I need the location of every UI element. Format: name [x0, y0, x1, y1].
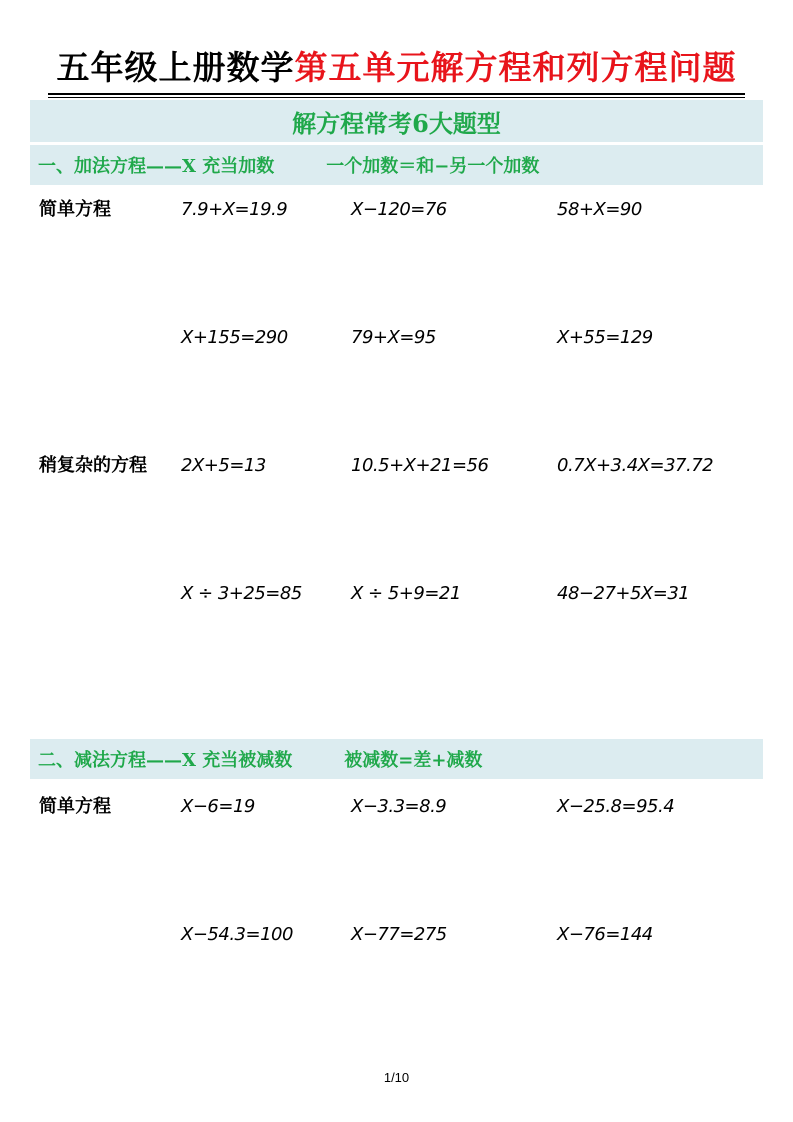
page-title	[0, 44, 793, 92]
equation: 48−27+5X=31	[557, 583, 690, 604]
equation: X ÷ 3+25=85	[181, 583, 302, 604]
equation: 2X+5=13	[181, 455, 266, 476]
equation-row	[0, 454, 793, 478]
group-label-simple: 简单方程	[39, 796, 111, 817]
equation-row	[0, 923, 793, 947]
equation: 0.7X+3.4X=37.72	[557, 455, 714, 476]
group-label-simple: 简单方程	[39, 199, 111, 220]
section-2-heading: 二、减法方程——X 充当被减数	[38, 750, 293, 771]
title-topic: 第五单元解方程和列方程问题	[294, 48, 737, 87]
equation: X−3.3=8.9	[351, 796, 447, 817]
equation-row	[0, 198, 793, 222]
subtitle-text: 解方程常考6大题型	[292, 108, 501, 138]
equation-row	[0, 326, 793, 350]
equation: X ÷ 5+9=21	[351, 583, 461, 604]
equation: X−76=144	[557, 924, 653, 945]
equation-row	[0, 582, 793, 606]
page-number: 1/10	[383, 1070, 410, 1085]
title-underline-thick	[48, 93, 745, 95]
section-2-banner	[30, 739, 763, 779]
equation: X+155=290	[181, 327, 288, 348]
group-label-complex: 稍复杂的方程	[39, 455, 147, 476]
title-grade: 五年级上册数学	[56, 48, 295, 87]
equation: 79+X=95	[351, 327, 436, 348]
section-1-heading: 一、加法方程——X 充当加数	[38, 156, 275, 177]
equation: X−25.8=95.4	[557, 796, 675, 817]
equation: X+55=129	[557, 327, 653, 348]
section-2-rule: 被减数=差+减数	[344, 750, 483, 771]
equation: X−54.3=100	[181, 924, 293, 945]
section-1-rule: 一个加数＝和−另一个加数	[326, 156, 540, 177]
equation-row	[0, 795, 793, 819]
equation: 7.9+X=19.9	[181, 199, 288, 220]
equation: 10.5+X+21=56	[351, 455, 489, 476]
equation: X−6=19	[181, 796, 255, 817]
title-underline-thin	[48, 97, 745, 98]
equation: X−77=275	[351, 924, 447, 945]
equation: 58+X=90	[557, 199, 642, 220]
subtitle-banner	[30, 100, 763, 142]
equation: X−120=76	[351, 199, 447, 220]
section-1-banner	[30, 145, 763, 185]
